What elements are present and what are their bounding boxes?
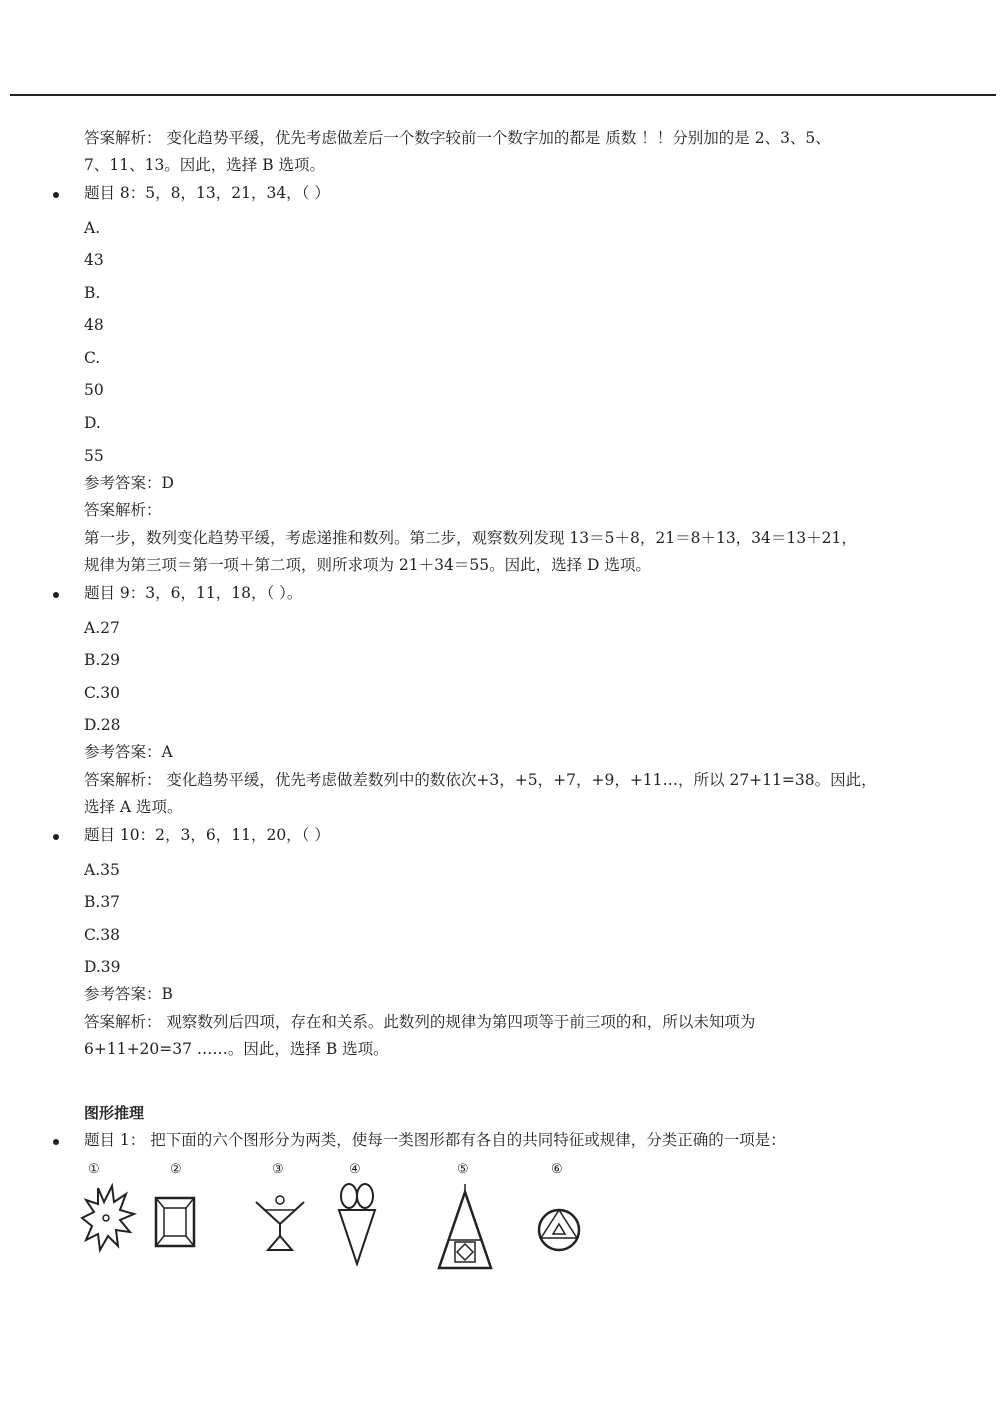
option-label: C.	[84, 349, 101, 367]
option-label: D.	[84, 414, 101, 432]
header-rule	[10, 94, 996, 96]
explanation-title: 答案解析：	[84, 501, 162, 519]
figure-3	[250, 1160, 310, 1260]
figure-label: ①	[88, 1162, 100, 1177]
figure-4	[335, 1160, 379, 1266]
figure-label: ②	[170, 1162, 182, 1177]
option: D.28	[84, 716, 121, 734]
reference-answer: 参考答案：D	[84, 474, 174, 492]
reference-answer: 参考答案：A	[84, 743, 173, 761]
option: A.35	[84, 861, 120, 879]
figure-1	[78, 1160, 138, 1260]
option-value: 50	[84, 381, 104, 399]
explanation-line: 答案解析： 变化趋势平缓，优先考虑做差数列中的数依次+3，+5，+7，+9，+11…，所以 27+11=38。因此，	[84, 771, 877, 789]
figure-label: ③	[272, 1162, 284, 1177]
bullet-icon	[53, 1139, 59, 1145]
option-value: 55	[84, 447, 104, 465]
option: C.30	[84, 684, 120, 702]
question-8: 题目 8：5，8，13，21，34，（ ）	[84, 184, 330, 202]
figure-question-1: 题目 1： 把下面的六个图形分为两类，使每一类图形都有各自的共同特征或规律，分类正确的一项是：	[84, 1131, 786, 1149]
section-heading: 图形推理	[84, 1104, 145, 1122]
option: B.29	[84, 651, 121, 669]
option: D.39	[84, 958, 121, 976]
figure-label: ⑤	[457, 1162, 469, 1177]
leaf-cone-figure-icon	[335, 1180, 379, 1266]
explanation-line: 答案解析： 变化趋势平缓，优先考虑做差后一个数字较前一个数字加的都是 质数 ！！分别加的是 2、3、5、	[84, 129, 831, 147]
circle-triangle-figure-icon	[535, 1180, 583, 1260]
option-label: B.	[84, 284, 101, 302]
figure-label: ⑥	[551, 1162, 563, 1177]
explanation-line: 7、11、13。因此，选择 B 选项。	[84, 156, 326, 174]
figure-5	[435, 1160, 495, 1272]
question-10: 题目 10：2，3，6，11，20，（ ）	[84, 826, 330, 844]
question-9: 题目 9：3，6，11，18，（ ）。	[84, 584, 303, 602]
bullet-icon	[53, 834, 59, 840]
bullet-icon	[53, 592, 59, 598]
cup-figure-icon	[250, 1180, 310, 1260]
option: A.27	[84, 619, 120, 637]
option-value: 43	[84, 251, 104, 269]
figure-6	[535, 1160, 583, 1260]
explanation-line: 选择 A 选项。	[84, 798, 183, 816]
explanation-line: 答案解析： 观察数列后四项，存在和关系。此数列的规律为第四项等于前三项的和，所以未知项为	[84, 1013, 756, 1031]
explanation-line: 第一步，数列变化趋势平缓，考虑递推和数列。第二步，观察数列发现 13＝5＋8，21＝8＋13，34＝13＋21，	[84, 529, 857, 547]
option-label: A.	[84, 219, 101, 237]
explanation-line: 规律为第三项＝第一项＋第二项，则所求项为 21＋34＝55。因此，选择 D 选项。	[84, 556, 651, 574]
option-value: 48	[84, 316, 104, 334]
figure-label: ④	[349, 1162, 361, 1177]
reference-answer: 参考答案：B	[84, 985, 173, 1003]
starburst-figure-icon	[78, 1180, 138, 1260]
explanation-line: 6+11+20=37 ……。因此，选择 B 选项。	[84, 1040, 389, 1058]
option: B.37	[84, 893, 121, 911]
figure-row	[70, 1160, 610, 1280]
option: C.38	[84, 926, 120, 944]
nested-square-figure-icon	[152, 1180, 202, 1260]
figure-2	[152, 1160, 202, 1260]
bullet-icon	[53, 192, 59, 198]
triangle-square-figure-icon	[435, 1180, 495, 1272]
